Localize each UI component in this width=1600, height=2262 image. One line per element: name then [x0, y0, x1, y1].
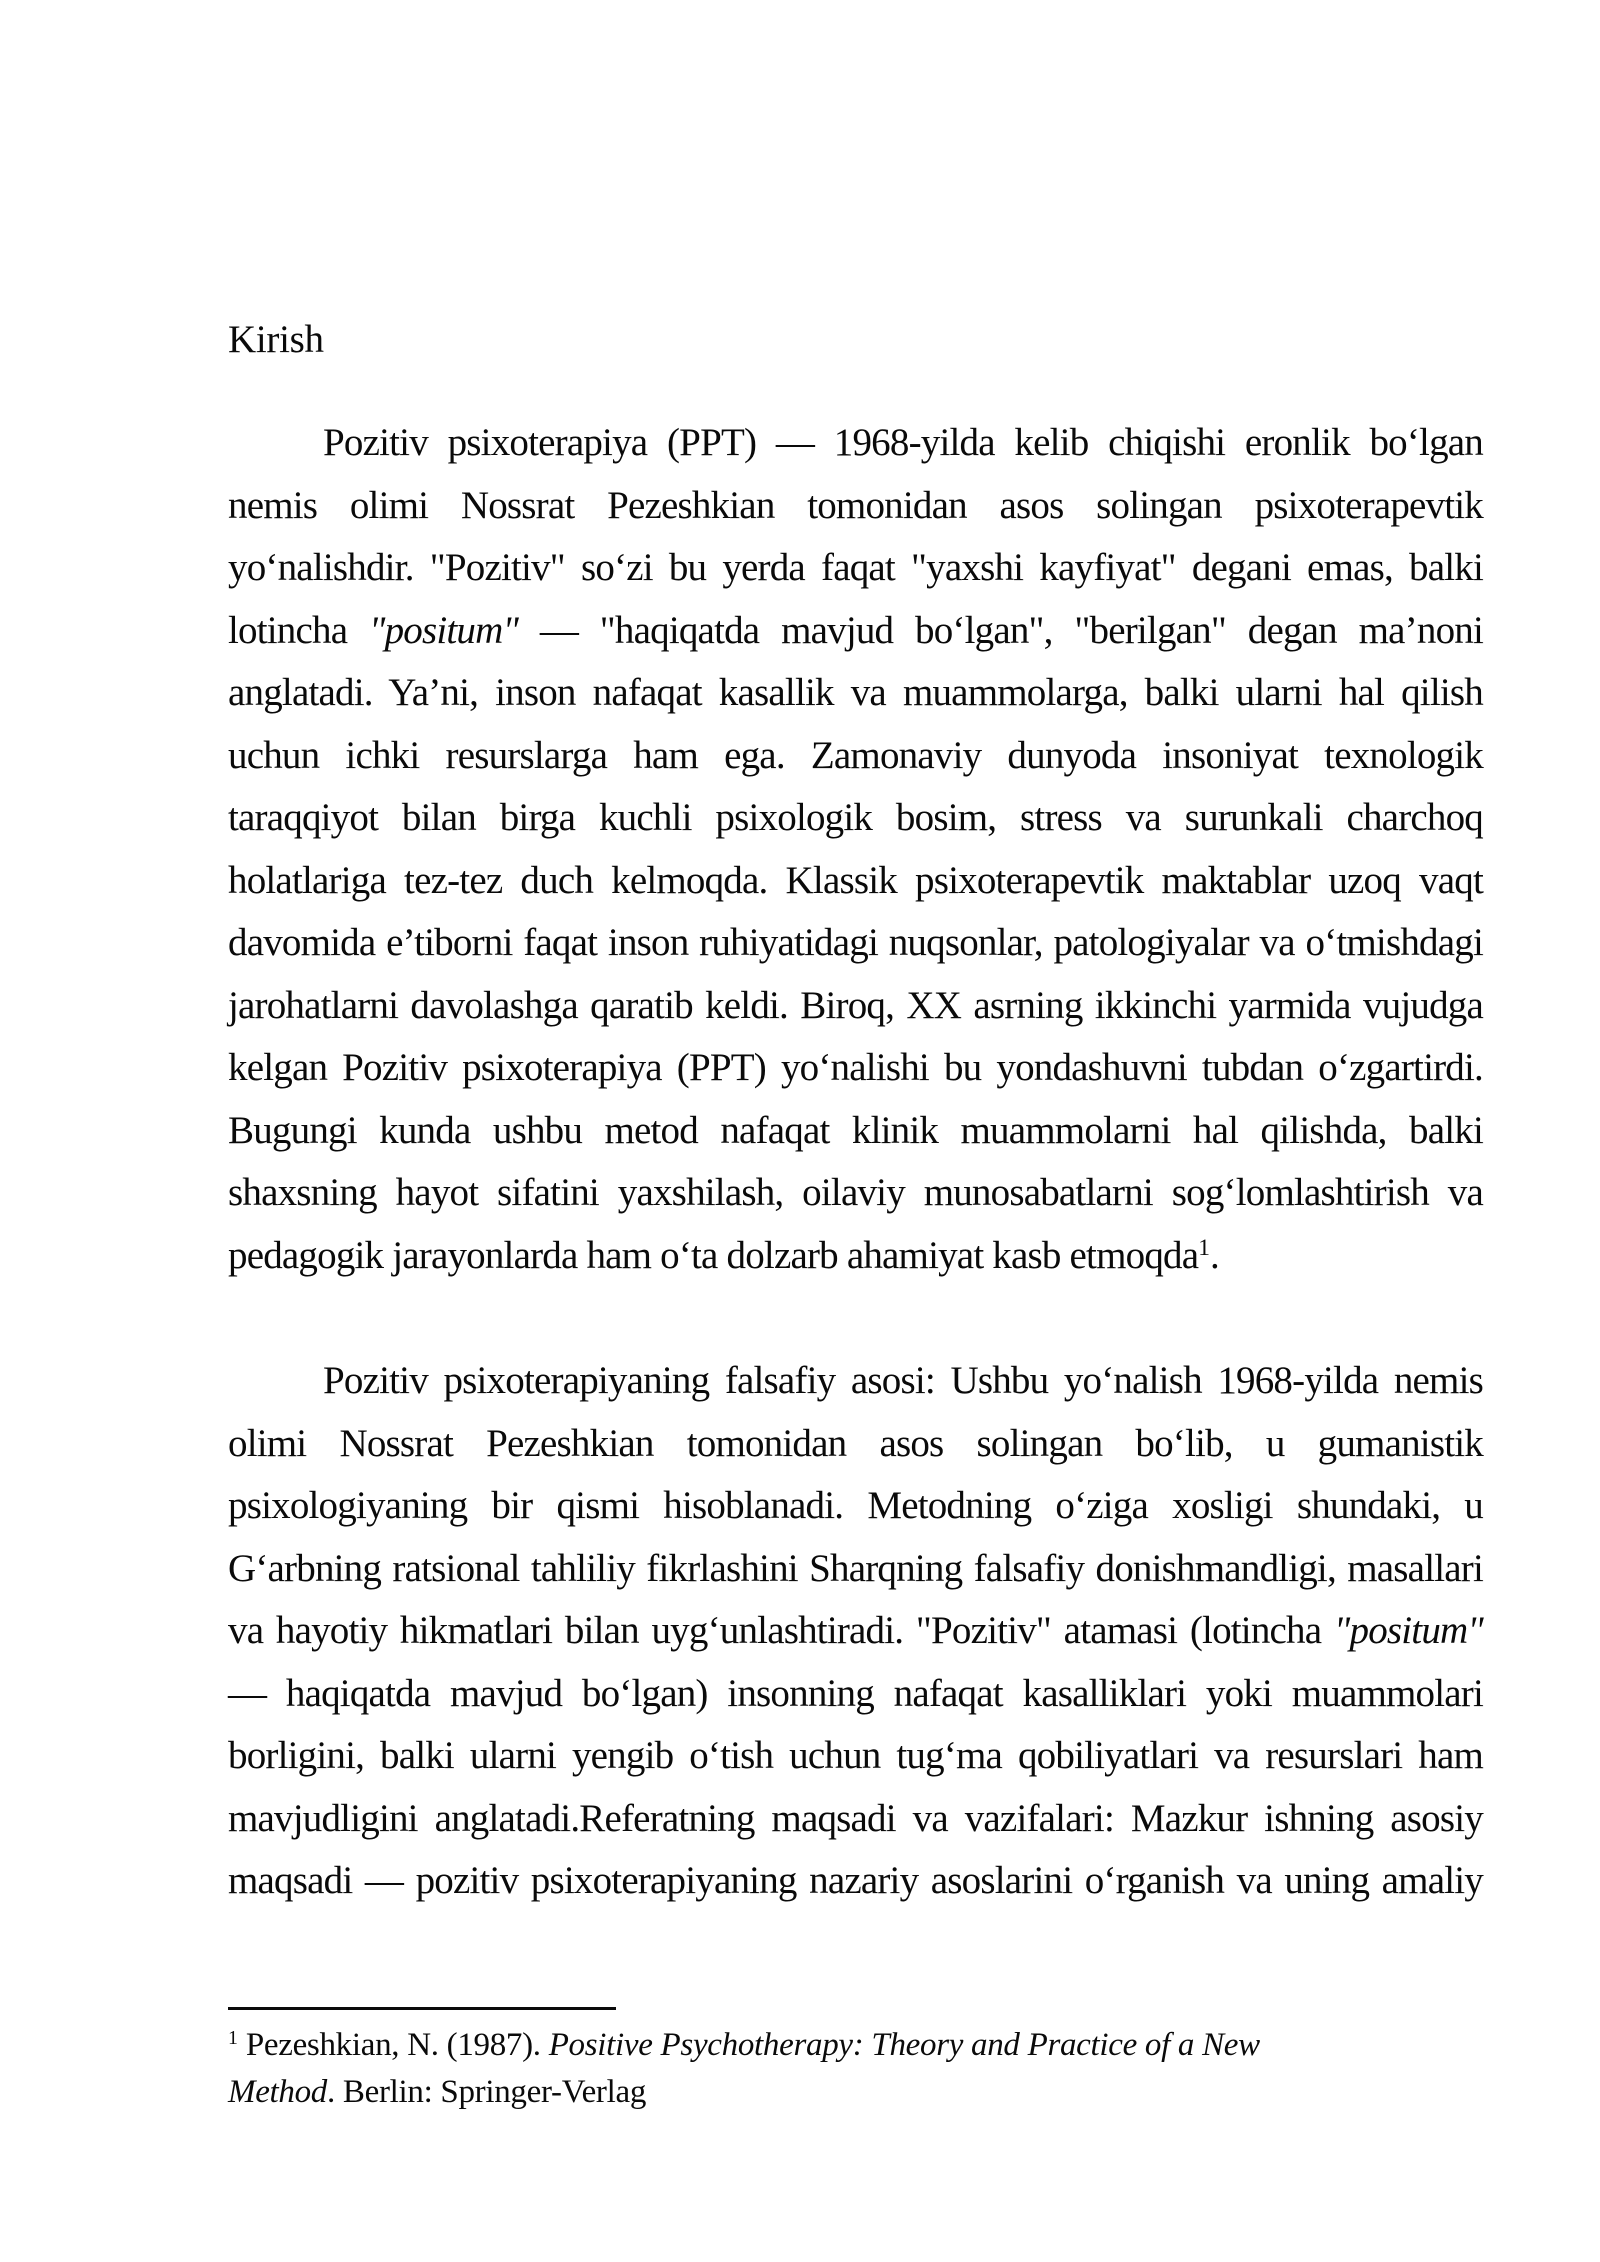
text-line — [228, 975, 1483, 1038]
text-segment: — haqiqatda mavjud bo‘lgan) insonning nafaqat kasalliklari yoki muammolari — [228, 1671, 1483, 1715]
text-line — [228, 1100, 1483, 1163]
footnote-separator — [228, 2007, 616, 2010]
text-segment: psixologiyaning bir qismi hisoblanadi. Metodning o‘ziga xosligi shundaki, u — [228, 1484, 1483, 1527]
text-segment: nemis olimi Nossrat Pezeshkian tomonidan asos solingan psixoterapevtik — [228, 483, 1483, 527]
text-line — [228, 2024, 1483, 2071]
text-line — [228, 1850, 1483, 1913]
text-line — [228, 787, 1483, 850]
text-line — [228, 725, 1483, 788]
text-segment: mavjudligini anglatadi.Referatning maqsadi va vazifalari: Mazkur ishning asosiy — [228, 1796, 1483, 1840]
text-segment: davomida e’tiborni faqat inson ruhiyatidagi nuqsonlar, patologiyalar va o‘tmishdagi — [228, 921, 1483, 964]
text-segment: uchun ichki resurslarga ham ega. Zamonaviy dunyoda insoniyat texnologik — [228, 733, 1483, 777]
text-line — [228, 1413, 1483, 1476]
text-segment: jarohatlarni davolashga qaratib keldi. Biroq, XX asrning ikkinchi yarmida vujudga — [228, 983, 1483, 1027]
text-line — [228, 1538, 1483, 1601]
text-segment: shaxsning hayot sifatini yaxshilash, oilaviy munosabatlarni sog‘lomlashtirish va — [228, 1171, 1483, 1214]
text-line — [228, 662, 1483, 725]
text-segment: taraqqiyot bilan birga kuchli psixologik bosim, stress va surunkali charchoq — [228, 796, 1483, 839]
text-line — [228, 412, 1483, 475]
text-line — [228, 1600, 1483, 1663]
text-segment: anglatadi. Ya’ni, inson nafaqat kasallik va muammolarga, balki ularni hal qilish — [228, 671, 1483, 714]
footnote-reference: 1 — [1198, 1234, 1210, 1261]
text-segment: pedagogik jarayonlarda ham o‘ta dolzarb ahamiyat kasb etmoqda — [228, 1233, 1199, 1277]
text-segment: . Berlin: Springer-Verlag — [327, 2074, 647, 2110]
italic-text: Positive Psychotherapy: Theory and Practice of a New — [548, 2027, 1260, 2063]
italic-text: "positum" — [1333, 1609, 1483, 1652]
text-line — [228, 1725, 1483, 1788]
text-line — [228, 850, 1483, 913]
text-segment: kelgan Pozitiv psixoterapiya (PPT) yo‘nalishi bu yondashuvni tubdan o‘zgartirdi. — [228, 1046, 1483, 1089]
text-line — [228, 1663, 1483, 1726]
text-segment: G‘arbning ratsional tahliliy fikrlashini Sharqning falsafiy donishmandligi, masallari — [228, 1546, 1483, 1590]
text-line — [228, 537, 1483, 600]
text-line — [228, 1475, 1483, 1538]
text-segment: Pozitiv psixoterapiya (PPT) — 1968-yilda kelib chiqishi eronlik bo‘lgan — [323, 421, 1483, 464]
text-segment: holatlariga tez-tez duch kelmoqda. Klassik psixoterapevtik maktablar uzoq vaqt — [228, 858, 1483, 902]
body-paragraph-2 — [228, 1350, 1483, 1913]
text-line — [228, 475, 1483, 538]
italic-text: Method — [228, 2074, 328, 2110]
text-segment: maqsadi — pozitiv psixoterapiyaning nazariy asoslarini o‘rganish va uning amaliy — [228, 1859, 1483, 1902]
text-segment: lotincha — [228, 608, 369, 652]
text-line — [228, 2071, 1483, 2114]
text-line — [228, 1350, 1483, 1413]
footnote-citation — [228, 2024, 1483, 2114]
text-segment: va hayotiy hikmatlari bilan uyg‘unlashtiradi. "Pozitiv" atamasi (lotincha — [228, 1609, 1334, 1652]
italic-text: "positum" — [369, 608, 519, 652]
text-segment: Bugungi kunda ushbu metod nafaqat klinik muammolarni hal qilishda, balki — [228, 1108, 1483, 1152]
text-segment: — "haqiqatda mavjud bo‘lgan", "berilgan" degan ma’noni — [518, 608, 1484, 652]
text-segment: olimi Nossrat Pezeshkian tomonidan asos solingan bo‘lib, u gumanistik — [228, 1421, 1483, 1465]
footnote-reference: 1 — [228, 2027, 238, 2050]
text-line — [228, 912, 1483, 975]
body-paragraph-1 — [228, 412, 1483, 1292]
text-segment: yo‘nalishdir. "Pozitiv" so‘zi bu yerda faqat "yaxshi kayfiyat" degani emas, balki — [228, 546, 1483, 589]
text-segment: Pozitiv psixoterapiyaning falsafiy asosi: Ushbu yo‘nalish 1968-yilda nemis — [323, 1359, 1483, 1402]
text-line — [228, 1225, 1483, 1293]
text-line — [228, 600, 1483, 663]
text-line — [228, 1162, 1483, 1225]
text-segment: Pezeshkian, N. (1987). — [237, 2027, 549, 2063]
text-segment: borligini, balki ularni yengib o‘tish uchun tug‘ma qobiliyatlari va resurslari ham — [228, 1734, 1483, 1777]
text-line — [228, 1037, 1483, 1100]
text-line — [228, 1788, 1483, 1851]
footnote — [228, 2007, 1483, 2114]
text-segment: . — [1209, 1233, 1219, 1277]
section-heading: Kirish — [228, 318, 324, 361]
